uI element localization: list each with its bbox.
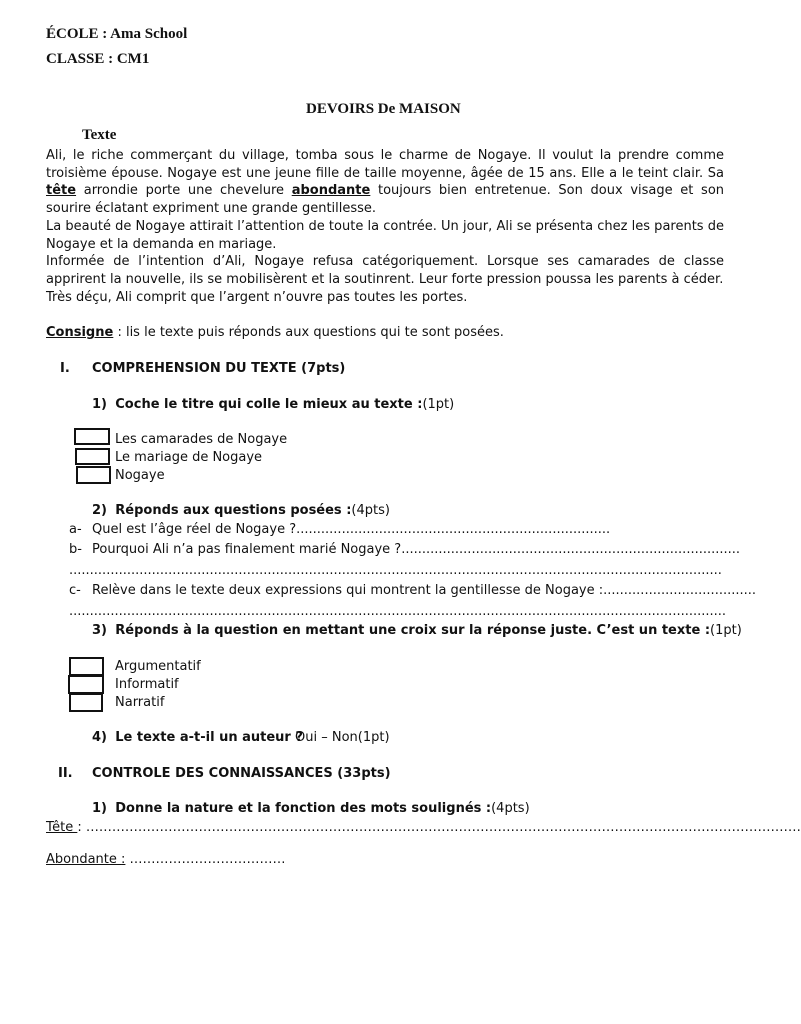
question-3-points: (1pt) — [710, 623, 742, 638]
sub-question-c[interactable]: Relève dans le texte deux expressions qui montrent la gentillesse de Nogaye :..................................... — [92, 583, 757, 598]
question-4 — [92, 730, 303, 745]
school-name: ÉCOLE : Ama School — [46, 26, 188, 42]
question-1-number: 1) — [92, 397, 107, 412]
question-4-number: 4) — [92, 730, 107, 745]
option-argumentatif-label: Argumentatif — [115, 659, 201, 674]
question-2-points: (4pts) — [351, 503, 390, 518]
option-3-label: Nogaye — [115, 468, 165, 483]
section-2-title: CONTROLE DES CONNAISSANCES (33pts) — [92, 766, 391, 781]
underlined-word-abondante: abondante — [291, 183, 371, 199]
section-1-title: COMPREHENSION DU TEXTE (7pts) — [92, 361, 346, 376]
text-label: Texte — [82, 127, 117, 143]
paragraph-1-part-c: toujours bien entretenue. Son doux visage et son sourire éclatant expriment une grande gentillesse. — [46, 183, 725, 217]
question-3-number: 3) — [92, 623, 107, 638]
checkbox-option-1[interactable] — [74, 428, 110, 445]
paragraph-3: Informée de l’intention d’Ali, Nogaye refusa catégoriquement. Lorsque ses camarades de classe apprirent la nouvelle, ils se mobilisèrent et la soutinrent. Leur forte pression poussa les parents à céder. — [46, 254, 724, 287]
section-2-question-1-title: Donne la nature et la fonction des mots soulignés : — [115, 801, 492, 816]
paragraph-4: Très déçu, Ali comprit que l’argent n’ouvre pas toutes les portes. — [46, 289, 468, 305]
tete-separator: : — [77, 820, 86, 835]
abondante-separator: : — [121, 852, 126, 867]
section-1-number: I. — [60, 361, 70, 376]
page-title: DEVOIRS De MAISON — [306, 101, 461, 117]
sub-question-a[interactable]: Quel est l’âge réel de Nogaye ?............................................................................ — [92, 522, 611, 537]
tete-label: Tête — [46, 820, 78, 835]
paragraph-1 — [46, 147, 724, 218]
paragraph-2: La beauté de Nogaye attirait l’attention de toute la contrée. Un jour, Ali se présenta chez les parents de Nogaye et la demanda en mariage. — [46, 218, 724, 252]
question-3-title: Réponds à la question en mettant une croix sur la réponse juste. C’est un texte : — [115, 623, 711, 638]
class-name: CLASSE : CM1 — [46, 51, 150, 67]
answer-line-1[interactable]: .............................................................................................................................................................. — [69, 563, 722, 578]
instruction-label: Consigne — [46, 325, 114, 340]
question-4-title: Le texte a-t-il un auteur ? — [115, 730, 303, 745]
tete-answer-line[interactable] — [46, 820, 801, 835]
question-4-answer[interactable]: Oui – Non(1pt) — [295, 730, 390, 745]
paragraph-1-part-a: Ali, le riche commerçant du village, tomba sous le charme de Nogaye. Il voulut la prendre comme troisième épouse. Nogaye est une jeune fille de taille moyenne, âgée de 15 ans. Elle a le teint clair. Sa — [46, 148, 724, 181]
sub-question-c-label: c- — [69, 583, 81, 598]
option-1-label: Les camarades de Nogaye — [115, 432, 288, 447]
option-informatif-label: Informatif — [115, 677, 179, 692]
question-1-title: Coche le titre qui colle le mieux au texte : — [115, 397, 423, 412]
question-2-title: Réponds aux questions posées : — [115, 503, 352, 518]
checkbox-narratif[interactable] — [69, 693, 103, 712]
section-2-question-1-points: (4pts) — [491, 801, 530, 816]
abondante-label: Abondante — [46, 852, 122, 867]
underlined-word-tete: tête — [46, 183, 77, 199]
answer-line-2[interactable]: ............................................................................................................................................................... — [69, 604, 727, 619]
section-2-question-1 — [92, 801, 530, 816]
option-narratif-label: Narratif — [115, 695, 165, 710]
section-2-number: II. — [58, 766, 73, 781]
question-1 — [92, 397, 454, 412]
tete-dots: ………………………………………………………………………………………………………………………………………………… — [85, 820, 801, 835]
sub-question-a-label: a- — [69, 522, 82, 537]
checkbox-informatif[interactable] — [68, 675, 104, 694]
instruction-text: : lis le texte puis réponds aux questions qui te sont posées. — [113, 325, 504, 340]
abondante-answer-line[interactable] — [46, 852, 286, 867]
checkbox-option-2[interactable] — [75, 448, 110, 465]
instruction — [46, 325, 504, 340]
question-1-points: (1pt) — [422, 397, 455, 412]
checkbox-argumentatif[interactable] — [69, 657, 104, 676]
abondante-dots: ……………………………… — [125, 852, 286, 867]
sub-question-b[interactable]: Pourquoi Ali n’a pas finalement marié Nogaye ?.................................................................................. — [92, 542, 741, 557]
checkbox-option-3[interactable] — [76, 466, 111, 484]
question-3 — [92, 623, 742, 638]
option-2-label: Le mariage de Nogaye — [115, 450, 263, 465]
question-2 — [92, 503, 390, 518]
sub-question-b-label: b- — [69, 542, 82, 557]
section-2-question-1-number: 1) — [92, 801, 107, 816]
paragraph-1-part-b: arrondie porte une chevelure — [76, 183, 292, 199]
reading-text — [46, 147, 724, 306]
question-2-number: 2) — [92, 503, 107, 518]
